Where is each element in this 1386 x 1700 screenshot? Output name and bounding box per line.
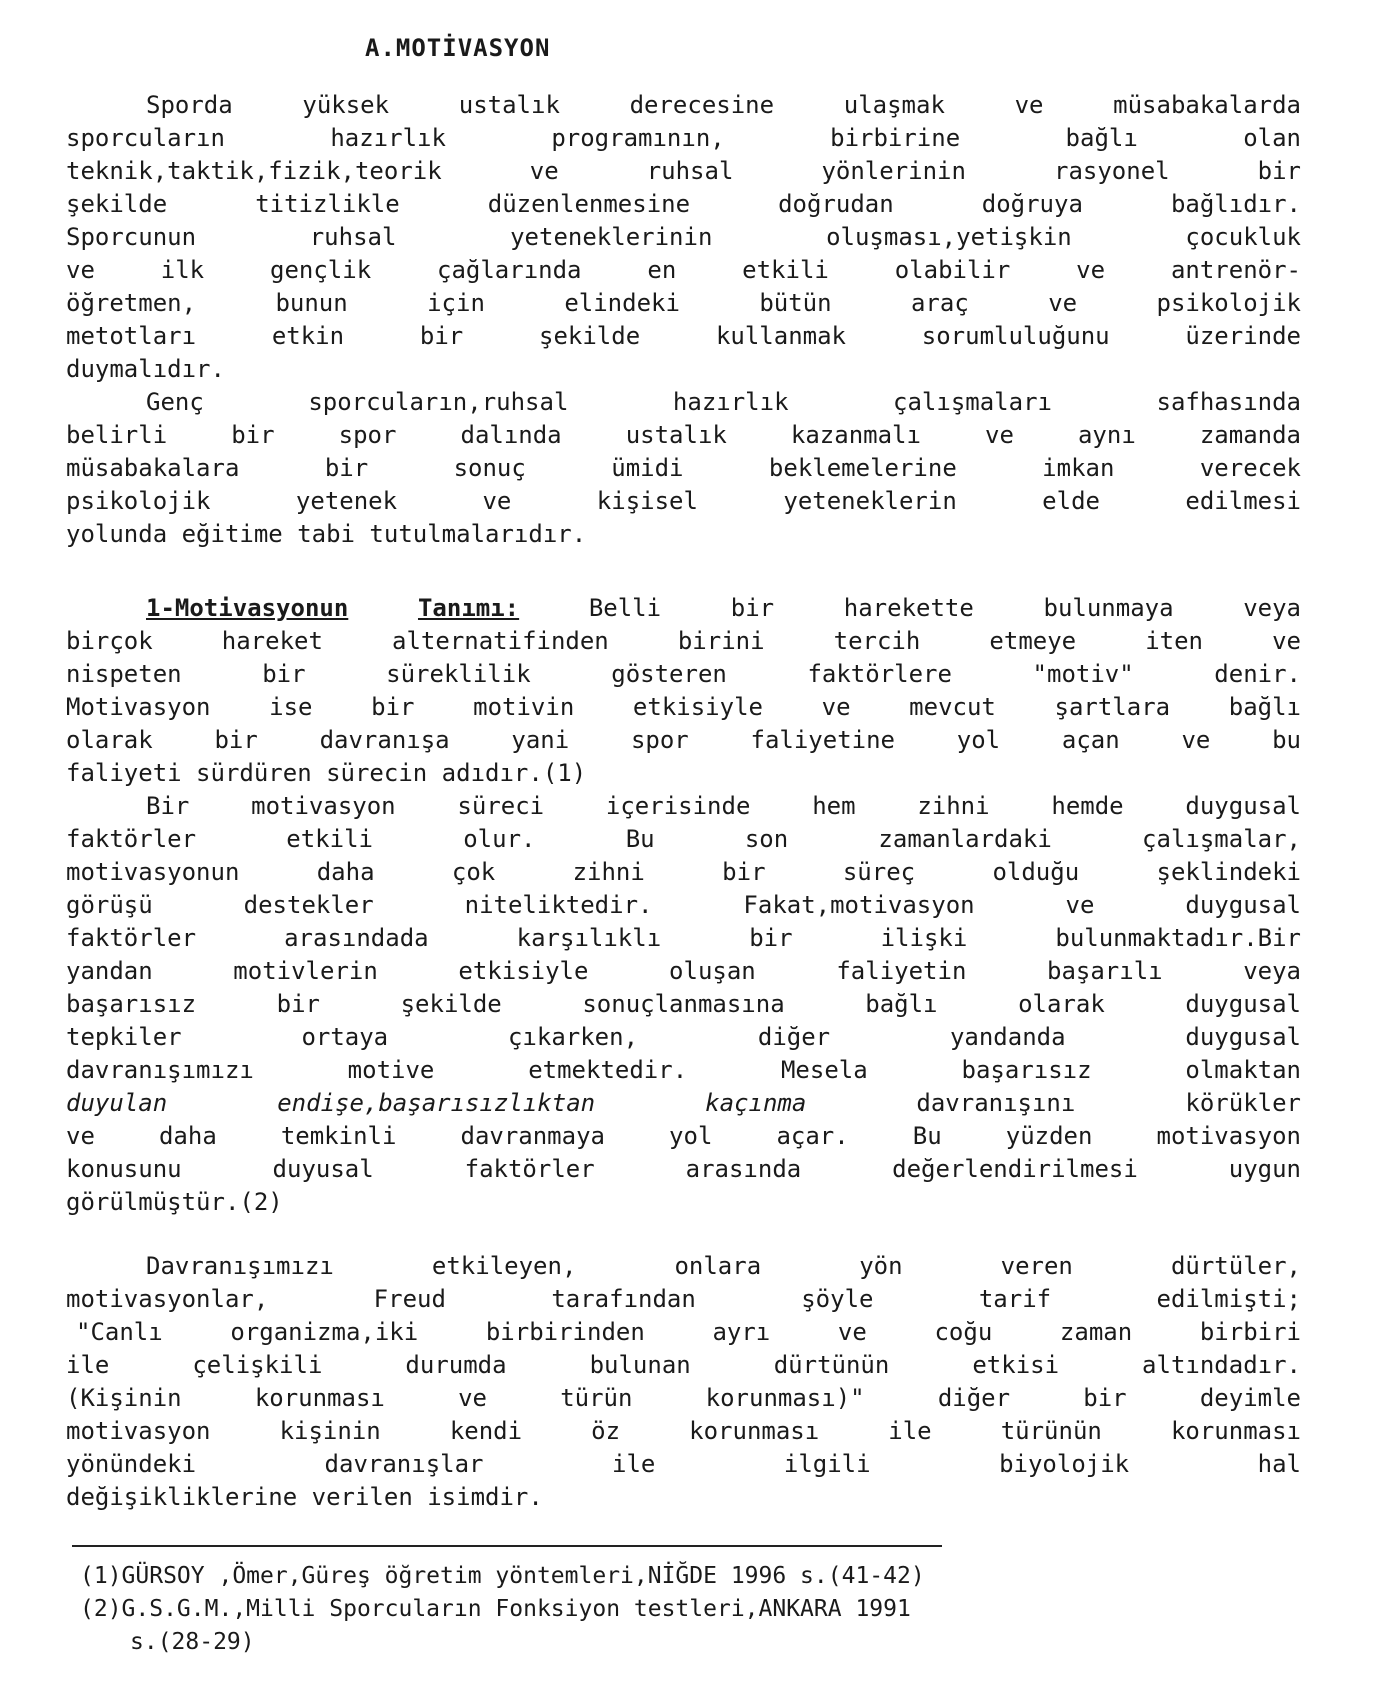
text-line: Sporda yüksek ustalık derecesine ulaşmak ve müsabakalarda [146, 91, 1301, 119]
text-fragment: davranışını körükler [916, 1089, 1301, 1117]
text-line: Davranışımızı etkileyen, onlara yön veren dürtüler, [146, 1252, 1301, 1280]
section-motivation-definition [66, 592, 1301, 790]
text-line: motivasyon kişinin kendi öz korunması ile türünün korunması [66, 1417, 1301, 1445]
page-title: A.MOTİVASYON [365, 34, 551, 62]
text-line: yönündeki davranışlar ile ilgili biyolojik hal [66, 1450, 1301, 1478]
text-line: görüşü destekler niteliktedir. Fakat,motivasyon ve duygusal [66, 891, 1301, 919]
text-line: faktörler etkili olur. Bu son zamanlardaki çalışmalar, [66, 825, 1301, 853]
text-line: duymalıdır. [66, 355, 225, 383]
text-line: öğretmen, bunun için elindeki bütün araç ve psikolojik [66, 289, 1301, 317]
text-line: olarak bir davranışa yani spor faliyetine yol açan ve bu [66, 726, 1301, 754]
text-line: görülmüştür.(2) [66, 1188, 283, 1216]
section-first-line [66, 592, 1301, 625]
text-line: değişikliklerine verilen isimdir. [66, 1483, 543, 1511]
text-line: nispeten bir süreklilik gösteren faktörlere "motiv" denir. [66, 660, 1301, 688]
text-line: yolunda eğitime tabi tutulmalarıdır. [66, 520, 587, 548]
section-heading: 1-Motivasyonun [146, 594, 349, 622]
text-line: sporcuların hazırlık programının, birbirine bağlı olan [66, 124, 1301, 152]
text-line: faktörler arasındada karşılıklı bir ilişki bulunmaktadır.Bir [66, 924, 1301, 952]
paragraph-3 [66, 790, 1301, 1219]
text-line: davranışımızı motive etmektedir. Mesela başarısız olmaktan [66, 1056, 1301, 1084]
text-line: belirli bir spor dalında ustalık kazanmalı ve aynı zamanda [66, 421, 1301, 449]
text-line: Sporcunun ruhsal yeteneklerinin oluşması,yetişkin çocukluk [66, 223, 1301, 251]
text-fragment: Belli bir harekette bulunmaya veya [588, 594, 1302, 622]
footnotes [80, 1560, 1300, 1659]
paragraph-4 [66, 1250, 1301, 1514]
text-line-mixed [66, 1087, 1301, 1120]
text-line: (Kişinin korunması ve türün korunması)" diğer bir deyimle [66, 1384, 1301, 1412]
footnote-2: (2)G.S.G.M.,Milli Sporcuların Fonksiyon testleri,ANKARA 1991 [80, 1596, 911, 1622]
text-line: Genç sporcuların,ruhsal hazırlık çalışmaları safhasında [146, 388, 1301, 416]
text-line: "Canlı organizma,iki birbirinden ayrı ve coğu zaman birbiri [76, 1318, 1301, 1346]
text-line: ile çelişkili durumda bulunan dürtünün etkisi altındadır. [66, 1351, 1301, 1379]
text-line: ve ilk gençlik çağlarında en etkili olabilir ve antrenör- [66, 256, 1301, 284]
text-line: Bir motivasyon süreci içerisinde hem zihni hemde duygusal [146, 792, 1301, 820]
text-line: tepkiler ortaya çıkarken, diğer yandanda duygusal [66, 1023, 1301, 1051]
text-line: yandan motivlerin etkisiyle oluşan faliyetin başarılı veya [66, 957, 1301, 985]
text-line: başarısız bir şekilde sonuçlanmasına bağlı olarak duygusal [66, 990, 1301, 1018]
text-line: faliyeti sürdüren sürecin adıdır.(1) [66, 759, 587, 787]
text-line: motivasyonun daha çok zihni bir süreç olduğu şeklindeki [66, 858, 1301, 886]
text-line: metotları etkin bir şekilde kullanmak sorumluluğunu üzerinde [66, 322, 1301, 350]
text-line: müsabakalara bir sonuç ümidi beklemelerine imkan verecek [66, 454, 1301, 482]
text-line: birçok hareket alternatifinden birini tercih etmeye iten ve [66, 627, 1301, 655]
text-line: motivasyonlar, Freud tarafından şöyle tarif edilmişti; [66, 1285, 1301, 1313]
text-line: konusunu duyusal faktörler arasında değerlendirilmesi uygun [66, 1155, 1301, 1183]
footnote-1: (1)GÜRSOY ,Ömer,Güreş öğretim yöntemleri,NİĞDE 1996 s.(41-42) [80, 1563, 925, 1589]
footnote-divider [72, 1545, 942, 1547]
section-heading-suffix: Tanımı: [417, 594, 520, 622]
italic-fragment: duyulan endişe,başarısızlıktan kaçınma [66, 1089, 807, 1117]
intro-paragraph-2 [66, 386, 1301, 551]
text-line: Motivasyon ise bir motivin etkisiyle ve mevcut şartlara bağlı [66, 693, 1301, 721]
text-line: şekilde titizlikle düzenlenmesine doğrudan doğruya bağlıdır. [66, 190, 1301, 218]
text-line: teknik,taktik,fizik,teorik ve ruhsal yönlerinin rasyonel bir [66, 157, 1301, 185]
text-line: psikolojik yetenek ve kişisel yeteneklerin elde edilmesi [66, 487, 1301, 515]
text-line: ve daha temkinli davranmaya yol açar. Bu yüzden motivasyon [66, 1122, 1301, 1150]
intro-paragraph-1 [66, 89, 1301, 386]
footnote-2-continued: s.(28-29) [130, 1629, 255, 1655]
